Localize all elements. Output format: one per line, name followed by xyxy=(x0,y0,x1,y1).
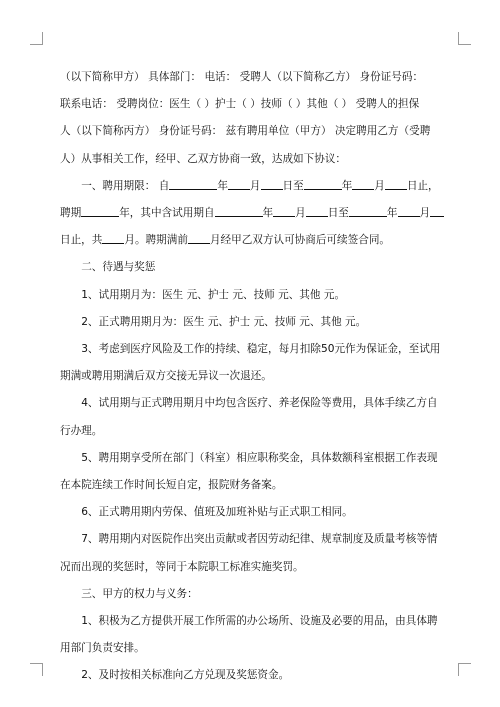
term-text: 一、聘用期限： 自 xyxy=(81,179,170,192)
term-line-1 xyxy=(60,173,444,200)
term-line-2 xyxy=(60,200,444,227)
crop-mark-top-left xyxy=(30,32,43,45)
term-text: 聘期 xyxy=(60,207,82,220)
blank-field[interactable] xyxy=(273,206,295,217)
term-text: 月 xyxy=(249,179,261,192)
term-text: 年 xyxy=(341,179,353,192)
header-line-4: 人）从事相关工作，经甲、乙双方协商一致，达成如下协议： xyxy=(60,152,347,165)
document-body xyxy=(60,64,444,690)
blank-field[interactable] xyxy=(398,206,420,217)
section-2-item-4: 4、试用期与正式聘用期月中均包含医疗、养老保险等费用，具体手续乙方自行办理。 xyxy=(60,397,438,437)
term-text: 日至 xyxy=(282,179,304,192)
term-line-3 xyxy=(60,227,444,254)
blank-field[interactable] xyxy=(215,206,263,217)
term-text: 月 xyxy=(374,179,385,192)
blank-field[interactable] xyxy=(169,179,217,190)
term-text: 日止， xyxy=(406,179,439,192)
header-line-1: （以下简称甲方） 具体部门： 电话： 受聘人（以下简称乙方） 身份证号码： xyxy=(60,71,424,83)
blank-field[interactable] xyxy=(385,179,407,190)
blank-field[interactable] xyxy=(304,179,342,190)
section-2-item-3: 3、考虑到医疗风险及工作的持续、稳定，每月扣除50元作为保证金，至试用期满或聘用期满后双方交接无异议一次退还。 xyxy=(60,343,441,383)
blank-field[interactable] xyxy=(228,179,250,190)
blank-field[interactable] xyxy=(261,179,283,190)
blank-field[interactable] xyxy=(352,179,374,190)
term-text: 月 xyxy=(419,207,431,220)
crop-mark-bottom-left xyxy=(30,663,43,676)
header-line-2: 联系电话： 受聘岗位：医生（ ）护士（ ）技师（ ）其他（ ） 受聘人的担保 xyxy=(60,98,420,111)
section-2-item-5: 5、聘用期享受所在部门（科室）相应职称奖金，具体数额科室根据工作表现在本院连续工作时间长短自定，报院财务备案。 xyxy=(60,451,438,492)
section-2-item-2: 2、正式聘用期月为：医生 元、护士 元、技师 元、其他 元。 xyxy=(81,315,367,328)
term-text: 月 xyxy=(295,207,306,220)
blank-field[interactable] xyxy=(349,206,387,217)
section-2-title: 二、待遇与奖惩 xyxy=(81,261,156,274)
term-text: 日至 xyxy=(327,207,349,220)
term-text: 年，其中含试用期自 xyxy=(119,207,215,220)
blank-field[interactable] xyxy=(102,233,124,244)
section-3-title: 三、甲方的权力与义务： xyxy=(81,587,198,600)
term-text: 年 xyxy=(262,207,274,220)
section-2-item-7: 7、聘用期内对医院作出突出贡献或者因劳动纪律、规章制度及质量考核等情况而出现的奖惩时，等同于本院职工标准实施奖罚。 xyxy=(60,533,438,573)
term-text: 月经甲乙双方认可协商后可续签合同。 xyxy=(209,234,391,247)
blank-field[interactable] xyxy=(188,233,210,244)
term-text: 月。聘期满前 xyxy=(124,234,188,247)
term-text: 年 xyxy=(386,207,398,220)
term-text: 日止，共 xyxy=(60,234,103,247)
section-3-item-2: 2、及时按相关标准向乙方兑现及奖惩资金。 xyxy=(81,669,290,682)
crop-mark-bottom-right xyxy=(458,663,471,676)
blank-field[interactable] xyxy=(430,206,444,217)
section-3-item-1: 1、积极为乙方提供开展工作所需的办公场所、设施及必要的用品，由具体聘用部门负责安排。 xyxy=(60,615,438,655)
blank-field[interactable] xyxy=(306,206,328,217)
term-text: 年 xyxy=(217,179,228,192)
blank-field[interactable] xyxy=(81,206,119,217)
section-2-item-6: 6、正式聘用期内劳保、值班及加班补贴与正式职工相同。 xyxy=(81,506,353,519)
crop-mark-top-right xyxy=(458,32,471,45)
section-2-item-1: 1、试用期月为：医生 元、护士 元、技师 元、其他 元。 xyxy=(81,288,346,301)
header-line-3: 人（以下简称丙方） 身份证号码： 兹有聘用单位（甲方） 决定聘用乙方（受聘 xyxy=(60,125,431,138)
